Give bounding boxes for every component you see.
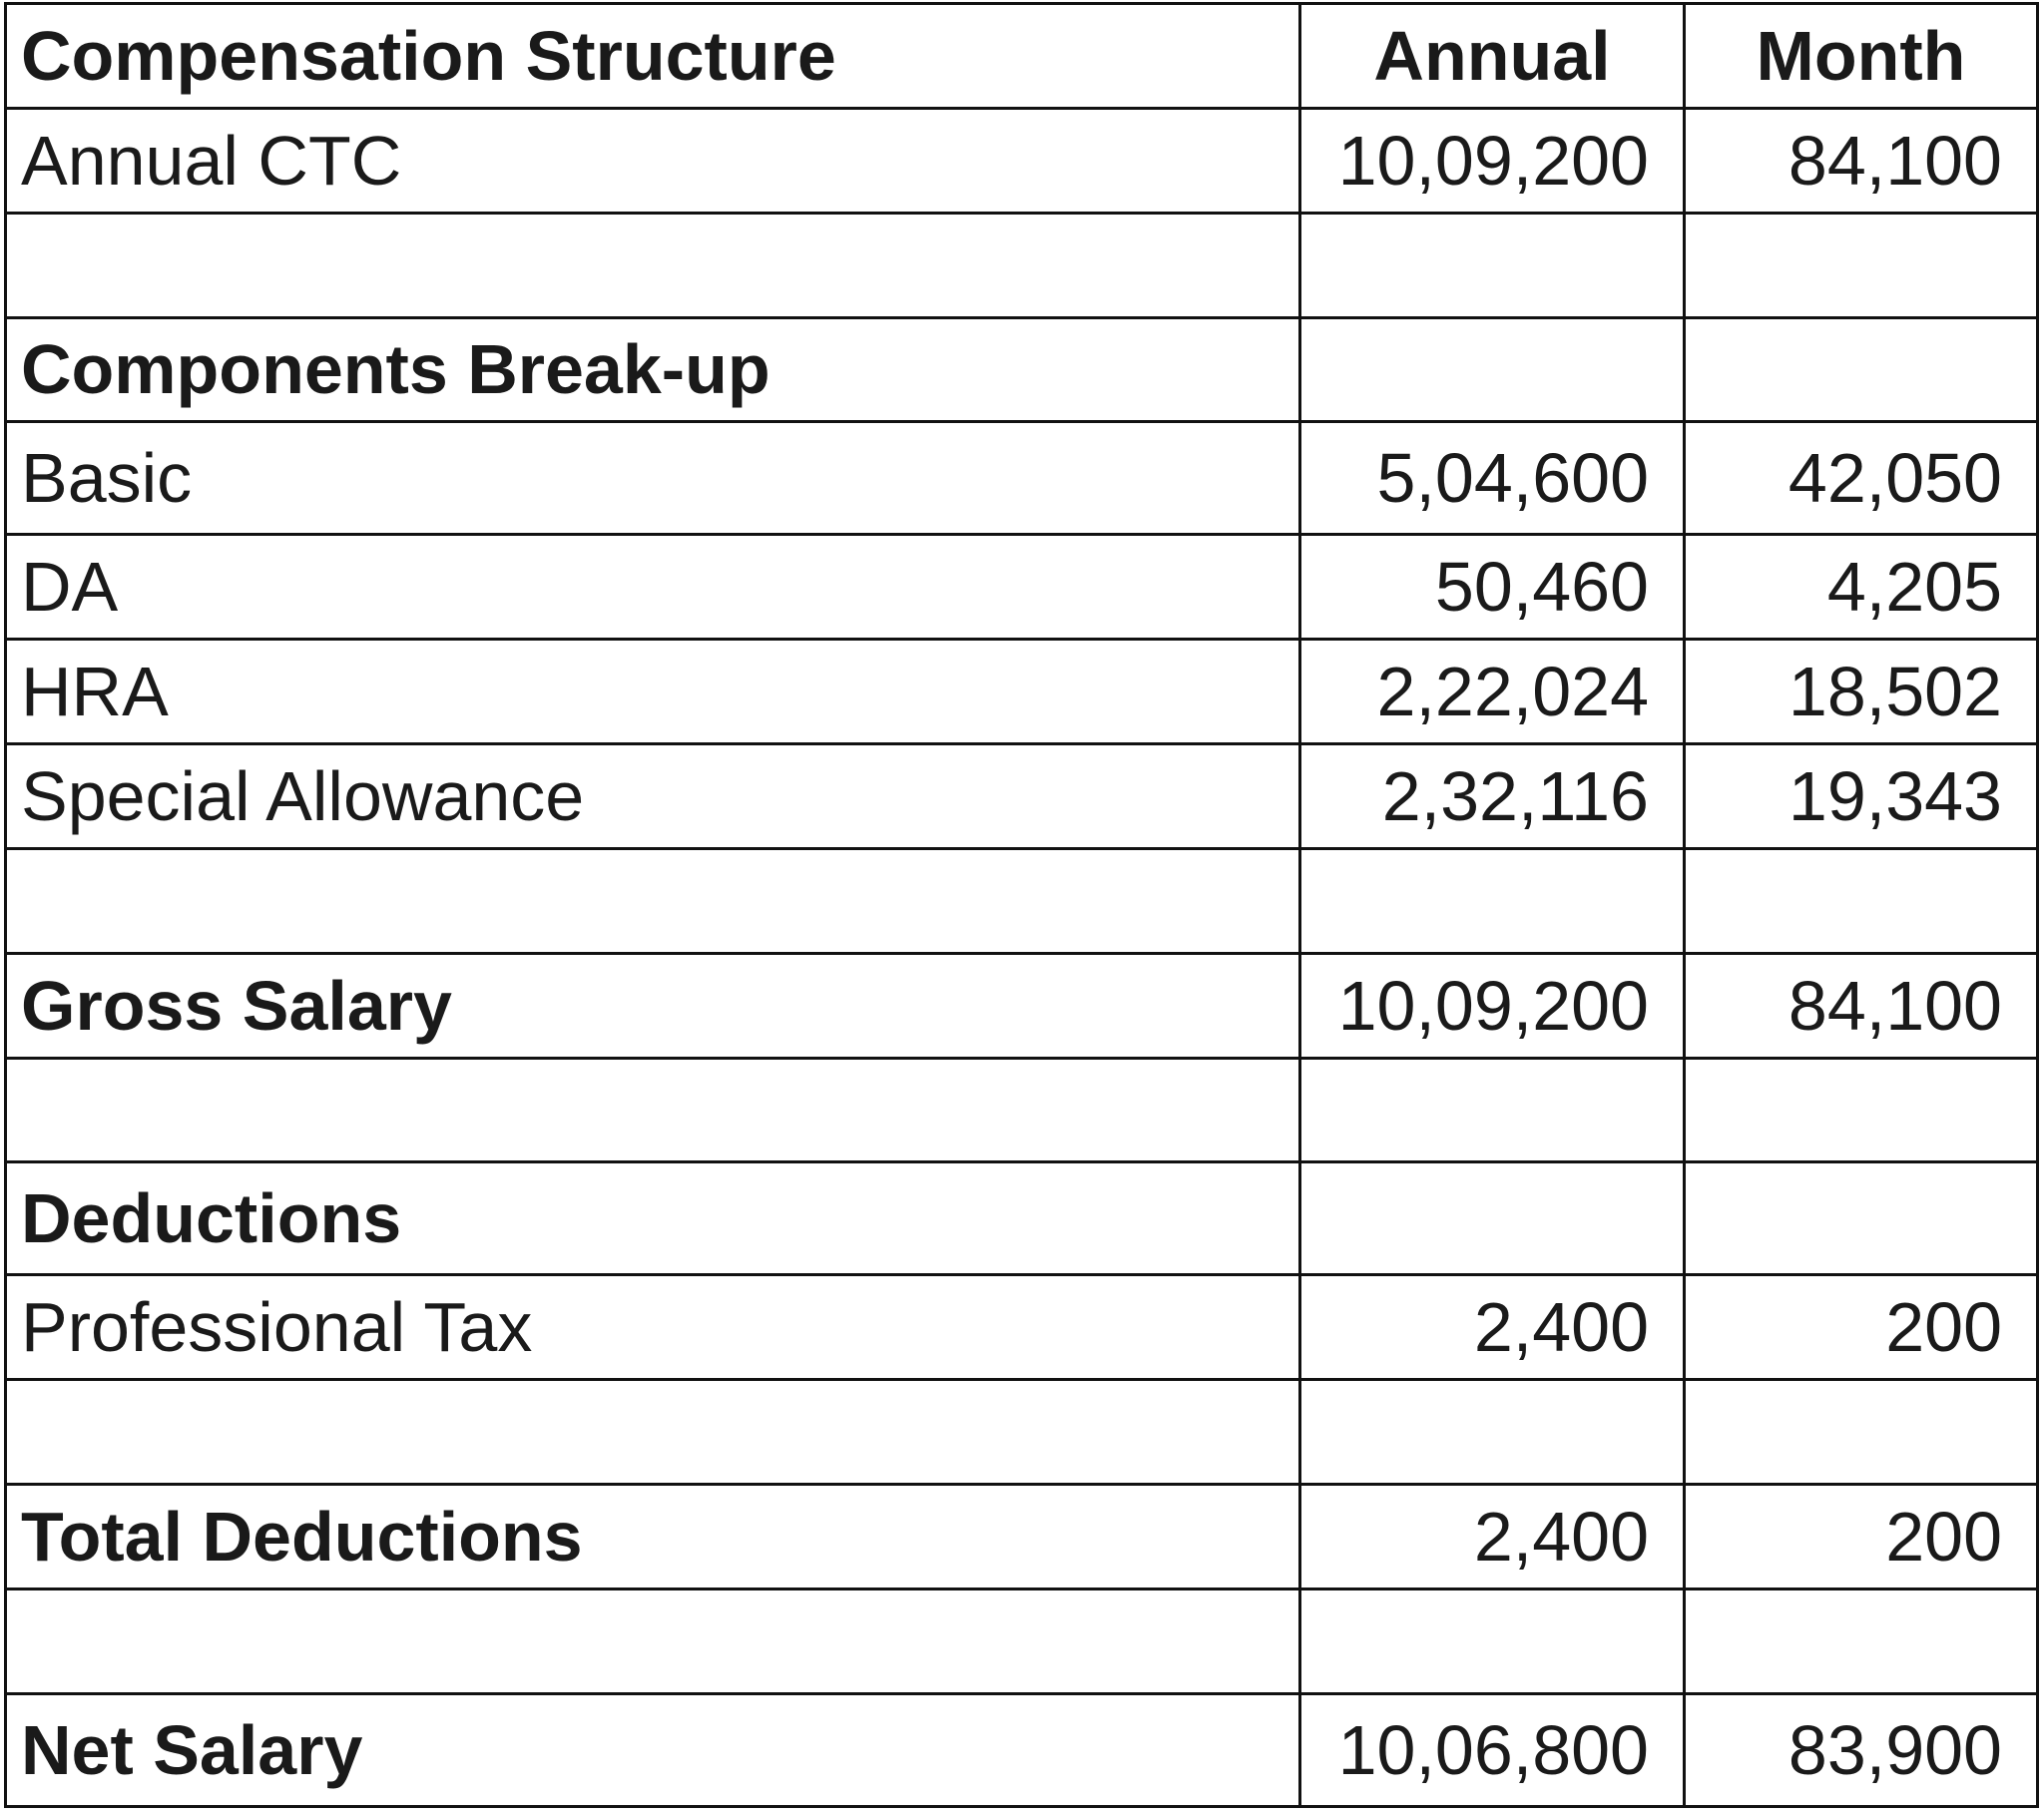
blank-row xyxy=(6,1058,2038,1162)
row-special-allowance xyxy=(6,744,2038,849)
row-annual-value xyxy=(1300,848,1685,953)
row-total-deductions xyxy=(6,1485,2038,1589)
blank-row xyxy=(6,213,2038,317)
row-month-value: 19,343 xyxy=(1685,744,2038,849)
row-gross-salary xyxy=(6,953,2038,1058)
row-label xyxy=(6,1589,1300,1693)
row-annual-value: 10,09,200 xyxy=(1300,953,1685,1058)
row-net-salary xyxy=(6,1693,2038,1806)
row-basic xyxy=(6,422,2038,535)
row-label: DA xyxy=(6,535,1300,640)
section-deductions xyxy=(6,1162,2038,1275)
row-annual-value xyxy=(1300,1589,1685,1693)
row-label: Net Salary xyxy=(6,1693,1300,1806)
row-month-value: 4,205 xyxy=(1685,535,2038,640)
row-month-value xyxy=(1685,848,2038,953)
row-month-value xyxy=(1685,317,2038,422)
row-annual-value xyxy=(1300,317,1685,422)
row-label xyxy=(6,848,1300,953)
compensation-table xyxy=(4,2,2039,1808)
row-annual-value xyxy=(1300,213,1685,317)
row-month-value xyxy=(1685,1162,2038,1275)
row-annual-value: 50,460 xyxy=(1300,535,1685,640)
row-label: Gross Salary xyxy=(6,953,1300,1058)
row-annual-value: 2,22,024 xyxy=(1300,640,1685,744)
section-heading: Components Break-up xyxy=(6,317,1300,422)
header-compensation-structure: Compensation Structure xyxy=(6,4,1300,109)
row-professional-tax xyxy=(6,1275,2038,1380)
row-annual-value: 10,09,200 xyxy=(1300,108,1685,213)
row-month-value xyxy=(1685,213,2038,317)
row-label: Annual CTC xyxy=(6,108,1300,213)
section-components-break-up xyxy=(6,317,2038,422)
row-label: Professional Tax xyxy=(6,1275,1300,1380)
row-month-value xyxy=(1685,1058,2038,1162)
row-label: Special Allowance xyxy=(6,744,1300,849)
row-month-value: 200 xyxy=(1685,1485,2038,1589)
row-annual-value: 2,400 xyxy=(1300,1275,1685,1380)
header-annual: Annual xyxy=(1300,4,1685,109)
row-month-value: 84,100 xyxy=(1685,953,2038,1058)
blank-row xyxy=(6,1380,2038,1485)
row-annual-value: 5,04,600 xyxy=(1300,422,1685,535)
row-label: HRA xyxy=(6,640,1300,744)
row-annual-value: 2,400 xyxy=(1300,1485,1685,1589)
row-month-value: 42,050 xyxy=(1685,422,2038,535)
row-label: Total Deductions xyxy=(6,1485,1300,1589)
row-month-value xyxy=(1685,1589,2038,1693)
blank-row xyxy=(6,1589,2038,1693)
blank-row xyxy=(6,848,2038,953)
row-label xyxy=(6,1058,1300,1162)
row-annual-value xyxy=(1300,1380,1685,1485)
row-month-value xyxy=(1685,1380,2038,1485)
row-month-value: 83,900 xyxy=(1685,1693,2038,1806)
row-label: Basic xyxy=(6,422,1300,535)
section-heading: Deductions xyxy=(6,1162,1300,1275)
row-month-value: 200 xyxy=(1685,1275,2038,1380)
row-da xyxy=(6,535,2038,640)
row-hra xyxy=(6,640,2038,744)
header-month: Month xyxy=(1685,4,2038,109)
row-month-value: 18,502 xyxy=(1685,640,2038,744)
row-annual-value xyxy=(1300,1058,1685,1162)
row-annual-value xyxy=(1300,1162,1685,1275)
header-row xyxy=(6,4,2038,109)
row-month-value: 84,100 xyxy=(1685,108,2038,213)
row-annual-value: 10,06,800 xyxy=(1300,1693,1685,1806)
row-annual-ctc xyxy=(6,108,2038,213)
row-label xyxy=(6,1380,1300,1485)
row-label xyxy=(6,213,1300,317)
row-annual-value: 2,32,116 xyxy=(1300,744,1685,849)
